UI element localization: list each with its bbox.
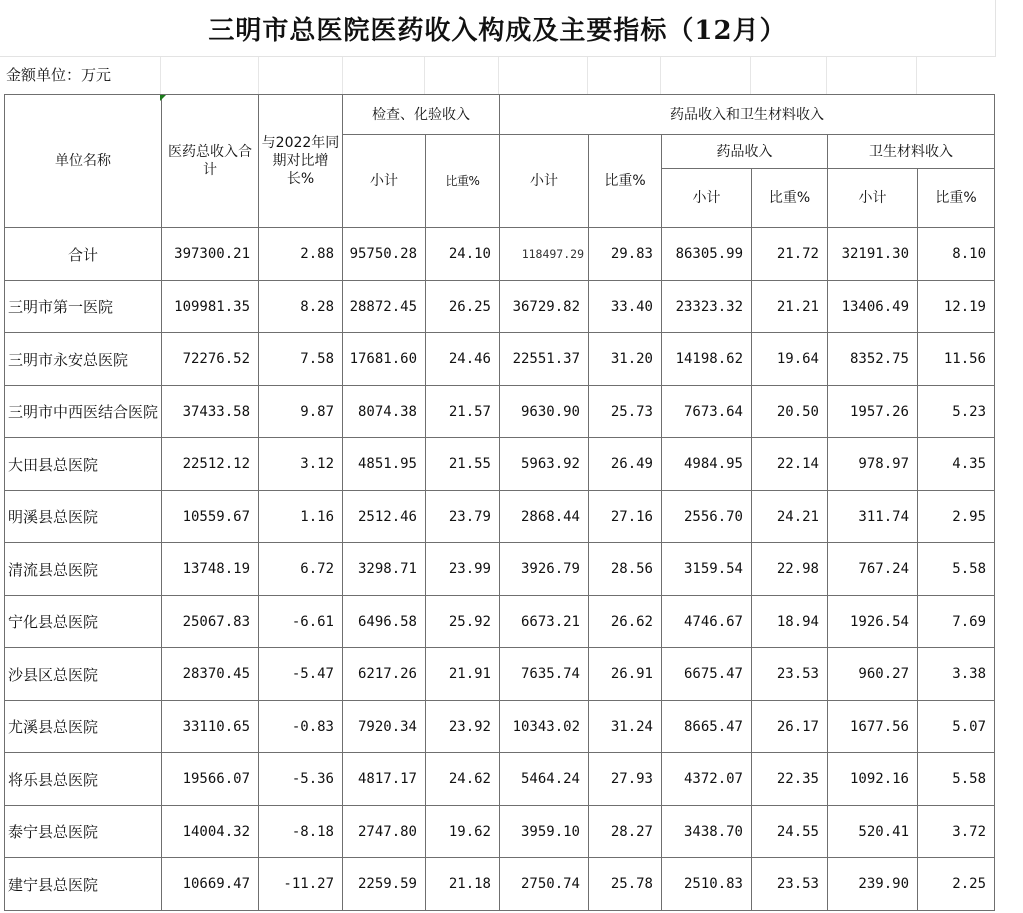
cell-dm: 7635.74 [500, 648, 589, 701]
cell-total: 14004.32 [162, 806, 259, 858]
cell-growth: 8.28 [259, 281, 343, 333]
cell-mat: 1677.56 [828, 701, 918, 753]
table-row [5, 753, 995, 806]
grid-line [258, 57, 259, 94]
cell-mat-ratio: 5.07 [918, 701, 995, 753]
cell-exam: 6496.58 [343, 596, 426, 648]
unit-name-cell: 尤溪县总医院 [5, 701, 162, 753]
cell-dm-ratio: 26.62 [589, 596, 662, 648]
cell-mat: 960.27 [828, 648, 918, 701]
header-dm-ratio: 比重% [589, 135, 662, 228]
cell-total: 10559.67 [162, 491, 259, 543]
cell-dm-ratio: 26.91 [589, 648, 662, 701]
cell-mat-ratio: 4.35 [918, 438, 995, 491]
cell-dm: 2868.44 [500, 491, 589, 543]
cell-dm: 118497.29 [500, 228, 589, 281]
grid-line [660, 57, 661, 94]
cell-mat-ratio: 2.25 [918, 858, 995, 911]
cell-dm-ratio: 25.73 [589, 386, 662, 438]
cell-dm-ratio: 26.49 [589, 438, 662, 491]
cell-total: 37433.58 [162, 386, 259, 438]
cell-mat: 1957.26 [828, 386, 918, 438]
cell-dm-ratio: 31.24 [589, 701, 662, 753]
cell-dm: 36729.82 [500, 281, 589, 333]
cell-mat: 767.24 [828, 543, 918, 596]
cell-drug-ratio: 21.72 [752, 228, 828, 281]
cell-drug: 3438.70 [662, 806, 752, 858]
cell-drug-ratio: 22.14 [752, 438, 828, 491]
cell-dm-ratio: 28.27 [589, 806, 662, 858]
cell-mat-ratio: 11.56 [918, 333, 995, 386]
cell-dm-ratio: 28.56 [589, 543, 662, 596]
cell-mat: 13406.49 [828, 281, 918, 333]
cell-dm: 9630.90 [500, 386, 589, 438]
cell-drug: 23323.32 [662, 281, 752, 333]
cell-drug-ratio: 22.35 [752, 753, 828, 806]
cell-dm: 3959.10 [500, 806, 589, 858]
cell-drug: 2556.70 [662, 491, 752, 543]
cell-exam: 6217.26 [343, 648, 426, 701]
header-unit-name: 单位名称 [5, 95, 162, 228]
cell-exam: 4851.95 [343, 438, 426, 491]
cell-exam-ratio: 21.91 [426, 648, 500, 701]
cell-growth: 6.72 [259, 543, 343, 596]
cell-total: 33110.65 [162, 701, 259, 753]
cell-exam-ratio: 23.79 [426, 491, 500, 543]
grid-line [342, 57, 343, 94]
table-row [5, 438, 995, 491]
cell-mat: 978.97 [828, 438, 918, 491]
cell-total: 13748.19 [162, 543, 259, 596]
cell-drug: 4984.95 [662, 438, 752, 491]
header-exam-income: 检查、化验收入 [343, 95, 500, 135]
cell-mat-ratio: 5.23 [918, 386, 995, 438]
cell-growth: 2.88 [259, 228, 343, 281]
cell-exam: 4817.17 [343, 753, 426, 806]
cell-exam-ratio: 26.25 [426, 281, 500, 333]
cell-exam: 28872.45 [343, 281, 426, 333]
cell-total: 397300.21 [162, 228, 259, 281]
cell-drug-ratio: 24.55 [752, 806, 828, 858]
table-row [5, 281, 995, 333]
cell-exam: 3298.71 [343, 543, 426, 596]
cell-dm-ratio: 31.20 [589, 333, 662, 386]
unit-name-cell: 明溪县总医院 [5, 491, 162, 543]
header-material-subtotal: 小计 [828, 169, 918, 228]
cell-exam: 2512.46 [343, 491, 426, 543]
cell-exam-ratio: 25.92 [426, 596, 500, 648]
header-exam-subtotal: 小计 [343, 135, 426, 228]
cell-exam-ratio: 21.55 [426, 438, 500, 491]
cell-growth: -8.18 [259, 806, 343, 858]
table-row [5, 333, 995, 386]
cell-dm-ratio: 27.16 [589, 491, 662, 543]
cell-dm: 2750.74 [500, 858, 589, 911]
cell-mat: 8352.75 [828, 333, 918, 386]
unit-name-cell: 沙县区总医院 [5, 648, 162, 701]
unit-name-cell: 泰宁县总医院 [5, 806, 162, 858]
cell-mat: 32191.30 [828, 228, 918, 281]
cell-drug-ratio: 20.50 [752, 386, 828, 438]
cell-mat-ratio: 5.58 [918, 543, 995, 596]
grid-line [424, 57, 425, 94]
cell-drug: 8665.47 [662, 701, 752, 753]
cell-growth: -0.83 [259, 701, 343, 753]
header-material-income: 卫生材料收入 [828, 135, 995, 169]
unit-name-cell: 三明市永安总医院 [5, 333, 162, 386]
cell-exam-ratio: 24.62 [426, 753, 500, 806]
cell-mat-ratio: 2.95 [918, 491, 995, 543]
income-table [4, 94, 995, 911]
grid-line [826, 57, 827, 94]
cell-exam-ratio: 21.57 [426, 386, 500, 438]
unit-row [0, 57, 995, 94]
unit-name-cell: 将乐县总医院 [5, 753, 162, 806]
cell-drug: 86305.99 [662, 228, 752, 281]
cell-drug: 4372.07 [662, 753, 752, 806]
cell-drug-ratio: 22.98 [752, 543, 828, 596]
cell-mat: 311.74 [828, 491, 918, 543]
cell-dm: 3926.79 [500, 543, 589, 596]
cell-exam-ratio: 24.10 [426, 228, 500, 281]
cell-exam: 95750.28 [343, 228, 426, 281]
cell-growth: 7.58 [259, 333, 343, 386]
cell-mat-ratio: 5.58 [918, 753, 995, 806]
table-row [5, 386, 995, 438]
cell-exam: 7920.34 [343, 701, 426, 753]
cell-total: 28370.45 [162, 648, 259, 701]
unit-label: 金额单位：万元 [6, 66, 112, 84]
cell-exam: 17681.60 [343, 333, 426, 386]
cell-exam-ratio: 23.99 [426, 543, 500, 596]
cell-mat-ratio: 7.69 [918, 596, 995, 648]
grid-line [587, 57, 588, 94]
table-row [5, 543, 995, 596]
cell-dm-ratio: 25.78 [589, 858, 662, 911]
cell-drug: 6675.47 [662, 648, 752, 701]
cell-exam-ratio: 24.46 [426, 333, 500, 386]
header-drug-material-income: 药品收入和卫生材料收入 [500, 95, 995, 135]
header-drug-income: 药品收入 [662, 135, 828, 169]
cell-exam: 8074.38 [343, 386, 426, 438]
cell-total: 72276.52 [162, 333, 259, 386]
header-material-ratio: 比重% [918, 169, 995, 228]
cell-growth: 9.87 [259, 386, 343, 438]
unit-name-cell: 三明市第一医院 [5, 281, 162, 333]
cell-drug-ratio: 19.64 [752, 333, 828, 386]
cell-comment-marker-icon [160, 95, 166, 101]
table-row [5, 228, 995, 281]
cell-growth: -6.61 [259, 596, 343, 648]
cell-drug: 3159.54 [662, 543, 752, 596]
table-row [5, 491, 995, 543]
grid-line [916, 57, 917, 94]
cell-growth: 3.12 [259, 438, 343, 491]
cell-exam-ratio: 21.18 [426, 858, 500, 911]
cell-mat: 1092.16 [828, 753, 918, 806]
cell-total: 10669.47 [162, 858, 259, 911]
cell-growth: -5.36 [259, 753, 343, 806]
page-title: 三明市总医院医药收入构成及主要指标（12月） [0, 0, 996, 57]
cell-mat: 1926.54 [828, 596, 918, 648]
unit-name-cell: 建宁县总医院 [5, 858, 162, 911]
header-yoy-growth: 与2022年同期对比增长% [259, 95, 343, 228]
cell-dm: 22551.37 [500, 333, 589, 386]
cell-total: 19566.07 [162, 753, 259, 806]
cell-drug-ratio: 18.94 [752, 596, 828, 648]
table-row [5, 596, 995, 648]
unit-name-cell: 宁化县总医院 [5, 596, 162, 648]
cell-growth: -11.27 [259, 858, 343, 911]
cell-dm: 6673.21 [500, 596, 589, 648]
cell-dm: 5464.24 [500, 753, 589, 806]
cell-mat-ratio: 3.38 [918, 648, 995, 701]
table-row [5, 701, 995, 753]
cell-dm-ratio: 27.93 [589, 753, 662, 806]
cell-exam: 2747.80 [343, 806, 426, 858]
grid-line [750, 57, 751, 94]
cell-drug: 14198.62 [662, 333, 752, 386]
grid-line [160, 57, 161, 94]
cell-drug-ratio: 24.21 [752, 491, 828, 543]
cell-dm: 10343.02 [500, 701, 589, 753]
cell-total: 25067.83 [162, 596, 259, 648]
cell-drug-ratio: 26.17 [752, 701, 828, 753]
cell-drug: 4746.67 [662, 596, 752, 648]
cell-dm-ratio: 33.40 [589, 281, 662, 333]
cell-dm-ratio: 29.83 [589, 228, 662, 281]
cell-drug-ratio: 21.21 [752, 281, 828, 333]
cell-drug-ratio: 23.53 [752, 858, 828, 911]
cell-drug: 7673.64 [662, 386, 752, 438]
grid-line [498, 57, 499, 94]
table-row [5, 806, 995, 858]
cell-exam-ratio: 19.62 [426, 806, 500, 858]
cell-exam-ratio: 23.92 [426, 701, 500, 753]
cell-total: 109981.35 [162, 281, 259, 333]
cell-mat-ratio: 3.72 [918, 806, 995, 858]
header-exam-ratio: 比重% [426, 135, 500, 228]
cell-mat: 520.41 [828, 806, 918, 858]
header-dm-subtotal: 小计 [500, 135, 589, 228]
header-drug-subtotal: 小计 [662, 169, 752, 228]
unit-name-cell: 清流县总医院 [5, 543, 162, 596]
cell-mat: 239.90 [828, 858, 918, 911]
header-total-income: 医药总收入合计 [162, 95, 259, 228]
cell-total: 22512.12 [162, 438, 259, 491]
cell-drug: 2510.83 [662, 858, 752, 911]
unit-name-cell: 合计 [5, 228, 162, 281]
cell-dm: 5963.92 [500, 438, 589, 491]
table-row [5, 858, 995, 911]
cell-growth: -5.47 [259, 648, 343, 701]
cell-mat-ratio: 8.10 [918, 228, 995, 281]
cell-exam: 2259.59 [343, 858, 426, 911]
cell-drug-ratio: 23.53 [752, 648, 828, 701]
header-drug-ratio: 比重% [752, 169, 828, 228]
unit-name-cell: 三明市中西医结合医院 [5, 386, 162, 438]
cell-growth: 1.16 [259, 491, 343, 543]
unit-name-cell: 大田县总医院 [5, 438, 162, 491]
cell-mat-ratio: 12.19 [918, 281, 995, 333]
table-row [5, 648, 995, 701]
